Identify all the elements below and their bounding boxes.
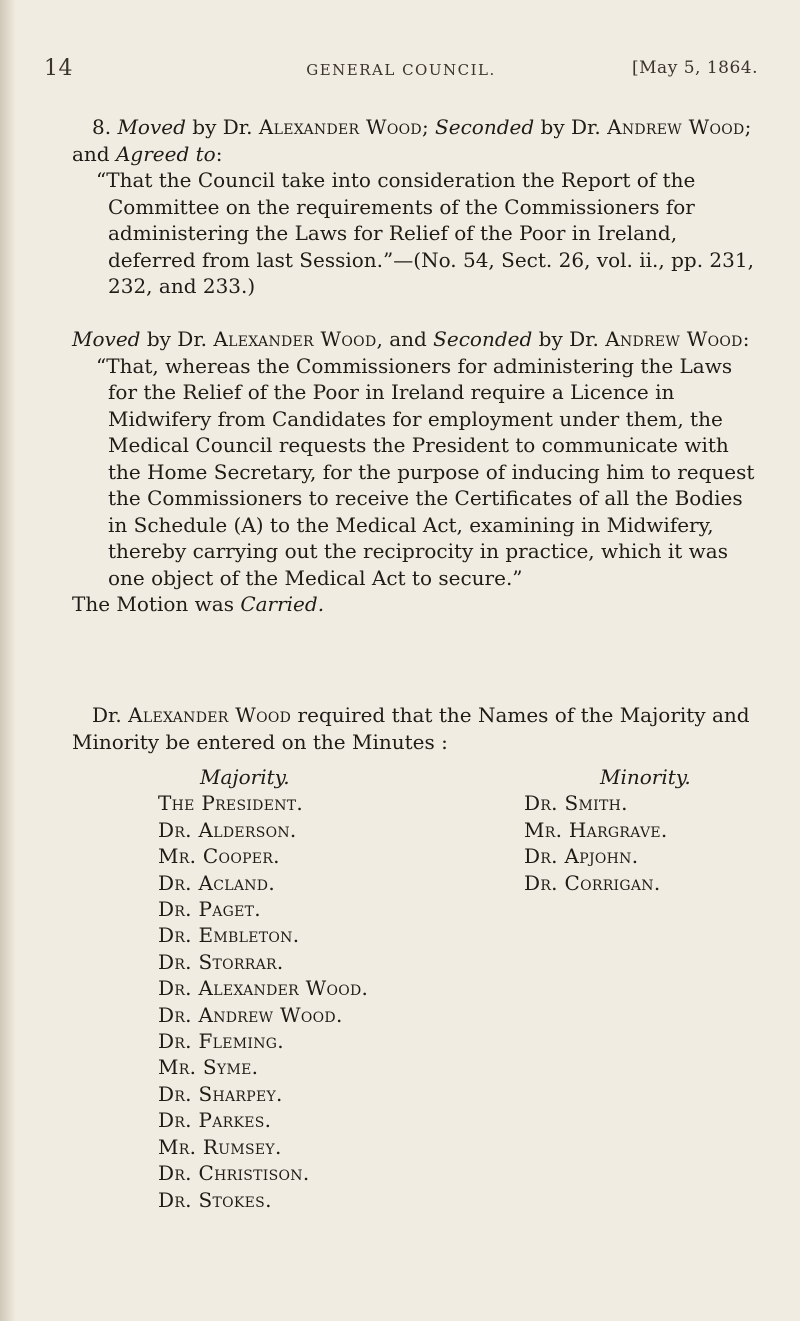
member-name: Dr. Parkes. (158, 1108, 272, 1133)
motion-number: 8. (92, 115, 112, 139)
member-name: Mr. Syme. (158, 1055, 259, 1080)
member-name: The President. (158, 791, 304, 816)
member-name: Dr. Stokes. (158, 1187, 272, 1212)
member-name: Dr. Andrew Wood. (158, 1002, 343, 1027)
motion-two-intro: Moved by Dr. Alexander Wood, and Seconded by Dr. Andrew Wood: (72, 327, 750, 351)
majority-heading: Majority. (200, 765, 290, 789)
motion-result: The Motion was Carried. (72, 592, 325, 616)
motion-one-text: “That the Council take into consideration the Report of the Committee on the requirements of the Commissioners for administering the Laws for Relief of the Poor in Ireland, deferred from last Session.”—(No. 54, Sect. 26, vol. ii., pp. 231, 232, and 233.) (96, 168, 754, 298)
minority-column (524, 764, 744, 896)
requester-name: Alexander Wood (128, 703, 292, 727)
member-name: Dr. Smith. (524, 791, 628, 816)
seconder-name: Andrew Wood (605, 327, 743, 351)
page-number: 14 (44, 56, 73, 81)
seconder-name: Andrew Wood (607, 115, 745, 139)
member-name: Mr. Hargrave. (524, 817, 668, 842)
minority-heading: Minority. (600, 765, 691, 789)
mover-name: Alexander Wood (258, 115, 422, 139)
member-name: Dr. Corrigan. (524, 870, 661, 895)
member-name: Dr. Alderson. (158, 817, 297, 842)
running-header (44, 56, 758, 86)
motion-two (72, 326, 758, 618)
motion-two-text: “That, whereas the Commissioners for administering the Laws for the Relief of the Poor in Ireland require a Licence in Midwifery from Candidates for employment under them, the Medical Council requests the President to communicate with the Home Secretary, for the purpose of inducing him to request the Commissioners to receive the Certificates of all the Bodies in Schedule (A) to the Medical Act, examining in Midwifery, thereby carrying out the reciprocity in practice, which it was one object of the Medical Act to secure.” (96, 353, 755, 590)
header-date: [May 5, 1864. (632, 58, 758, 78)
member-name: Dr. Paget. (158, 897, 261, 922)
motion-one (72, 114, 758, 300)
running-title: GENERAL COUNCIL. (306, 61, 496, 79)
member-name: Mr. Rumsey. (158, 1134, 282, 1159)
division-intro: Dr. Alexander Wood required that the Names of the Majority and Minority be entered on the Minutes : (72, 703, 750, 754)
member-name: Mr. Cooper. (158, 844, 280, 869)
member-name: Dr. Acland. (158, 870, 275, 895)
member-name: Dr. Apjohn. (524, 844, 639, 869)
member-name: Dr. Christison. (158, 1161, 310, 1186)
minority-list (524, 790, 744, 896)
member-name: Dr. Embleton. (158, 923, 300, 948)
motion-one-intro: 8. Moved by Dr. Alexander Wood; Seconded by Dr. Andrew Wood; and Agreed to: (72, 115, 752, 166)
member-name: Dr. Alexander Wood. (158, 976, 369, 1001)
majority-list (158, 790, 518, 1213)
member-name: Dr. Fleming. (158, 1029, 284, 1054)
member-name: Dr. Storrar. (158, 949, 284, 974)
majority-column (158, 764, 518, 1213)
mover-name: Alexander Wood (213, 327, 377, 351)
member-name: Dr. Sharpey. (158, 1081, 283, 1106)
